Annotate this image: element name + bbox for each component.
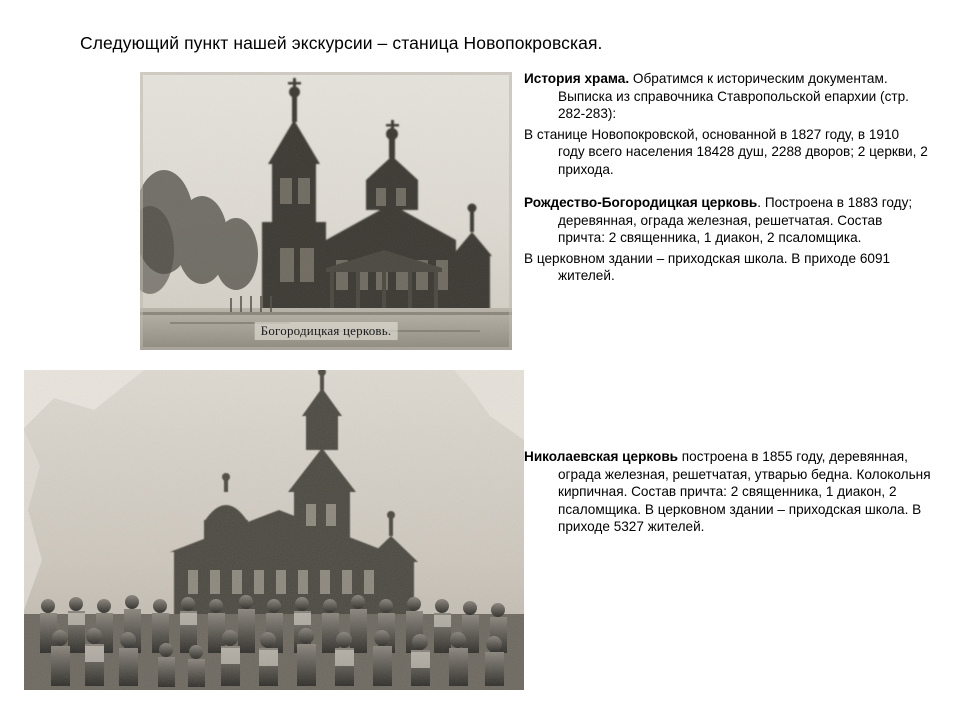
lead-history: История храма. [524, 71, 630, 86]
paragraph-history-intro [524, 70, 928, 123]
nikolaevskaya-church-artwork [24, 370, 524, 690]
paragraph-spacer [524, 181, 928, 194]
body-history: Обратимся к историческим документам. Выписка из справочника Ставропольской епархии (стр. 282-283): [558, 71, 909, 121]
bogoroditskaya-church-artwork [140, 72, 512, 350]
paragraph-nikolaevskaya [524, 448, 934, 536]
paragraph-parish-school-1 [524, 250, 928, 285]
paragraph-rozhdestvo-bogoroditskaya [524, 194, 928, 247]
body-nikolaevskaya: построена в 1855 году, деревянная, ограда железная, решетчатая, утварью бедна. Колокольня кирпичная. Состав причта: 2 священника, 1 диакон, 2 псаломщика. В церковном здании – приходская школа. В приходе 5327 жителей. [558, 449, 931, 534]
page-title: Следующий пункт нашей экскурсии – станица Новопокровская. [80, 33, 603, 53]
paragraph-population [524, 126, 928, 179]
body-parish-school-1: В церковном здании – приходская школа. В приходе 6091 жителей. [524, 250, 891, 283]
body-population: В станице Новопокровской, основанной в 1827 году, в 1910 году всего населения 18428 душ, 2288 дворов; 2 церкви, 2 прихода. [524, 126, 928, 177]
text-block-history [524, 70, 928, 288]
bogoroditskaya-church-photo [140, 72, 512, 350]
body-rozhdestvo: . Построена в 1883 году; деревянная, ограда железная, решетчатая. Состав причта: 2 священника, 1 диакон, 2 псаломщика. [558, 195, 913, 245]
text-block-nikolaevskaya [524, 448, 934, 539]
lead-rozhdestvo: Рождество-Богородицкая церковь [524, 195, 758, 210]
lead-nikolaevskaya: Николаевская церковь [524, 449, 679, 464]
nikolaevskaya-church-photo [24, 370, 524, 690]
bogoroditskaya-photo-caption: Богородицкая церковь. [255, 322, 398, 340]
